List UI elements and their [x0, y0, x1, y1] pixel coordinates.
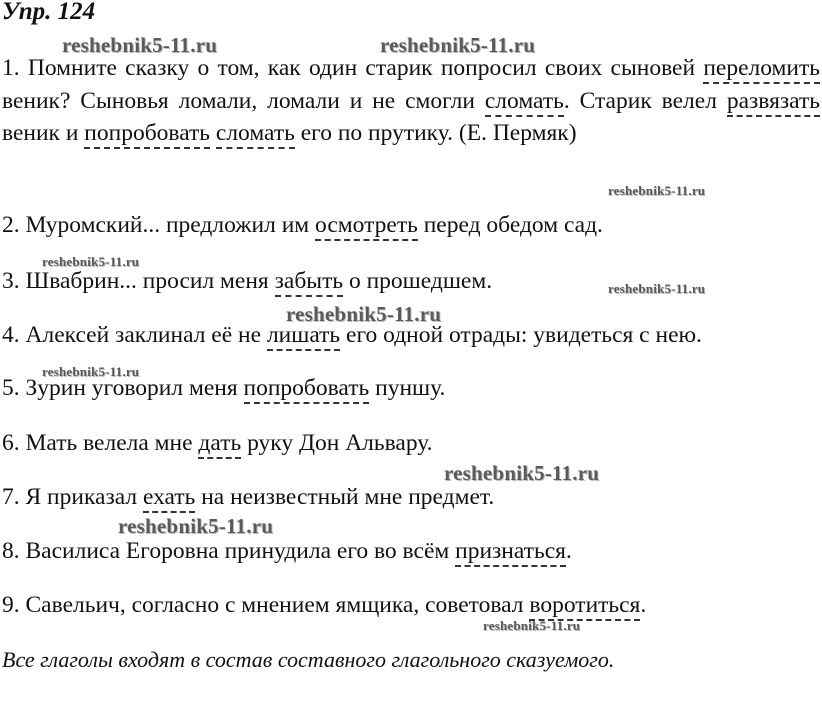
text: веник и [2, 120, 85, 146]
watermark: reshebnik5-11.ru [483, 618, 581, 633]
watermark: reshebnik5-11.ru [62, 33, 218, 57]
watermark: reshebnik5-11.ru [608, 183, 706, 198]
text: . [640, 592, 647, 618]
text: его одной отрады: увидеться с нею. [340, 322, 702, 348]
text: о прошедшем. [343, 268, 493, 294]
sentence-5 [2, 375, 445, 402]
sentence-7 [2, 484, 494, 511]
sentence-4 [2, 322, 702, 349]
text [210, 120, 216, 146]
text: 3. Швабрин... просил меня [2, 268, 275, 294]
sentence-8 [2, 538, 572, 565]
text: на неизвестный мне предмет. [195, 484, 495, 510]
verb-infinitive: сломать [485, 88, 564, 117]
text: руку Дон Альвару. [241, 430, 433, 456]
text: . Старик велел [563, 87, 727, 114]
text: . [565, 538, 572, 564]
verb-infinitive: воротиться [529, 592, 640, 621]
watermark: reshebnik5-11.ru [380, 33, 536, 57]
verb-infinitive: сломать [216, 120, 295, 149]
sentence-1 [2, 52, 820, 150]
text: веник? Сыновья ломали, ломали и не смогли [2, 87, 485, 114]
verb-infinitive: переломить [703, 55, 820, 84]
watermark: reshebnik5-11.ru [42, 364, 140, 379]
text: 1. Помните сказку о том, как один старик попросил своих сыновей [2, 55, 704, 81]
watermark: reshebnik5-11.ru [42, 254, 140, 269]
verb-infinitive: ехать [143, 484, 195, 513]
sentence-9 [2, 592, 646, 619]
verb-infinitive: признаться [455, 538, 566, 567]
text: его по прутику. (Е. Пермяк) [294, 120, 577, 146]
verb-infinitive: дать [198, 430, 241, 459]
watermark: reshebnik5-11.ru [444, 461, 600, 485]
sentence-3 [2, 268, 492, 295]
text: пуншу. [369, 375, 446, 401]
text: 5. Зурин уговорил меня [2, 375, 244, 401]
text: перед обедом сад. [417, 212, 603, 238]
watermark: reshebnik5-11.ru [118, 514, 274, 538]
verb-infinitive: забыть [275, 268, 343, 297]
text: 6. Мать велела мне [2, 430, 199, 456]
watermark: reshebnik5-11.ru [608, 281, 706, 296]
text: 9. Савельич, согласно с мнением ямщика, советовал [2, 592, 530, 618]
text: 4. Алексей заклинал её не [2, 322, 267, 348]
sentence-6 [2, 430, 433, 457]
conclusion: Все глаголы входят в состав составного глагольного сказуемого. [2, 647, 615, 672]
watermark: reshebnik5-11.ru [286, 302, 442, 326]
text: 7. Я приказал [2, 484, 143, 510]
verb-infinitive: попробовать [244, 375, 370, 404]
verb-infinitive: осмотреть [315, 212, 418, 241]
verb-infinitive: попробовать [84, 120, 210, 149]
exercise-title: Упр. 124 [2, 0, 96, 25]
text: 2. Муромский... предложил им [2, 212, 316, 238]
verb-infinitive: развязать [727, 88, 820, 117]
sentence-2 [2, 212, 603, 239]
text: 8. Василиса Егоровна принудила его во всём [2, 538, 456, 564]
verb-infinitive: лишать [267, 322, 340, 351]
